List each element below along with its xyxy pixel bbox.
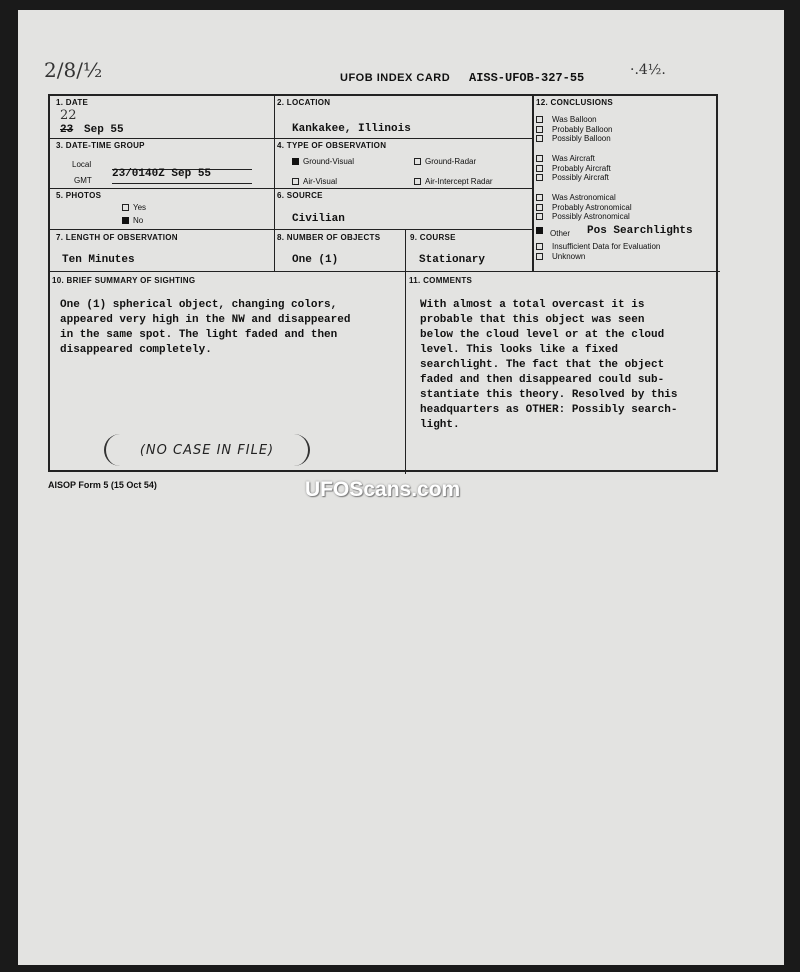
conclusions-other: Other [536, 226, 570, 238]
checkbox-icon [536, 155, 543, 162]
checked-box-icon [122, 217, 129, 224]
checked-box-icon [536, 227, 543, 234]
date-value: Sep 55 [84, 124, 124, 136]
checkbox-icon [122, 204, 129, 211]
obs-type-header: 4. TYPE OF OBSERVATION [277, 141, 387, 150]
source-header: 6. SOURCE [277, 191, 323, 200]
comments-line: faded and then disappeared could sub- [420, 374, 665, 386]
checkbox-icon [536, 243, 543, 250]
comments-line: headquarters as OTHER: Possibly search- [420, 404, 678, 416]
source-value: Civilian [292, 213, 345, 225]
checked-box-icon [292, 158, 299, 165]
checkbox-icon [536, 204, 543, 211]
conclusions-other-value: Pos Searchlights [587, 225, 693, 237]
course-header: 9. COURSE [410, 233, 456, 242]
date-struck: 23 [60, 124, 74, 136]
gmt-underline [112, 183, 252, 184]
handwritten-note: (NO CASE IN FILE) [104, 434, 310, 466]
card-title: UFOB INDEX CARD [340, 72, 451, 84]
obs-air-intercept: Air-Intercept Radar [414, 177, 493, 186]
date-header: 1. DATE [56, 98, 89, 107]
summary-text [60, 298, 350, 358]
comments-line: stantiate this theory. Resolved by this [420, 389, 678, 401]
dtg-header: 3. DATE-TIME GROUP [56, 141, 145, 150]
obs-ground-radar: Ground-Radar [414, 157, 476, 166]
summary-line: disappeared completely. [60, 344, 212, 356]
date-handwritten: 22 [60, 108, 77, 123]
gmt-value: 23/0140Z Sep 55 [112, 168, 212, 180]
checkbox-icon [536, 253, 543, 260]
comments-text [420, 298, 677, 433]
location-value: Kankakee, Illinois [292, 123, 411, 135]
handwritten-scribble-left: 2/8/½ [44, 58, 103, 82]
watermark: UFOScans.com [305, 478, 461, 501]
obs-ground-visual: Ground-Visual [292, 157, 354, 166]
divider [50, 229, 532, 230]
form-label: AISOP Form 5 (15 Oct 54) [48, 480, 157, 490]
checkbox-icon [292, 178, 299, 185]
comments-line: light. [420, 419, 460, 431]
num-objects-header: 8. NUMBER OF OBJECTS [277, 233, 381, 242]
checkbox-icon [536, 116, 543, 123]
divider [50, 138, 532, 139]
conclusions-group-other: Insufficient Data for Evaluation Unknown [536, 242, 660, 261]
location-header: 2. LOCATION [277, 98, 331, 107]
num-objects-value: One (1) [292, 254, 339, 266]
local-label: Local [72, 160, 92, 169]
checkbox-icon [536, 194, 543, 201]
comments-line: below the cloud level or at the cloud [420, 329, 665, 341]
divider [50, 188, 532, 189]
course-value: Stationary [419, 254, 486, 266]
comments-line: probable that this object was seen [420, 314, 645, 326]
divider [50, 271, 720, 272]
photos-yes: Yes [122, 203, 146, 212]
comments-line: With almost a total overcast it is [420, 299, 645, 311]
divider [405, 229, 406, 474]
checkbox-icon [536, 174, 543, 181]
summary-line: in the same spot. The light faded and then [60, 329, 338, 341]
comments-header: 11. COMMENTS [409, 276, 473, 285]
obs-air-visual: Air-Visual [292, 177, 337, 186]
summary-header: 10. BRIEF SUMMARY OF SIGHTING [52, 276, 196, 285]
photos-header: 5. PHOTOS [56, 191, 102, 200]
divider [274, 96, 275, 271]
comments-line: level. This looks like a fixed [420, 344, 619, 356]
comments-line: searchlight. The fact that the object [420, 359, 665, 371]
summary-line: appeared very high in the NW and disappeared [60, 314, 351, 326]
summary-line: One (1) spherical object, changing colors, [60, 299, 338, 311]
checkbox-icon [536, 213, 543, 220]
divider [532, 96, 534, 271]
checkbox-icon [414, 158, 421, 165]
checkbox-icon [536, 126, 543, 133]
gmt-label: GMT [74, 176, 92, 185]
checkbox-icon [536, 135, 543, 142]
card-id: AISS-UFOB-327-55 [469, 71, 585, 85]
conclusions-header: 12. CONCLUSIONS [536, 98, 613, 107]
conclusions-group-astronomical: Was Astronomical Probably Astronomical Possibly Astronomical [536, 193, 632, 222]
conclusions-group-balloon: Was Balloon Probably Balloon Possibly Balloon [536, 115, 612, 144]
handwritten-scribble-right: ·.4½. [630, 62, 666, 78]
checkbox-icon [414, 178, 421, 185]
photos-no: No [122, 216, 143, 225]
length-header: 7. LENGTH OF OBSERVATION [56, 233, 178, 242]
conclusions-group-aircraft: Was Aircraft Probably Aircraft Possibly Aircraft [536, 154, 611, 183]
length-value: Ten Minutes [62, 254, 135, 266]
checkbox-icon [536, 165, 543, 172]
